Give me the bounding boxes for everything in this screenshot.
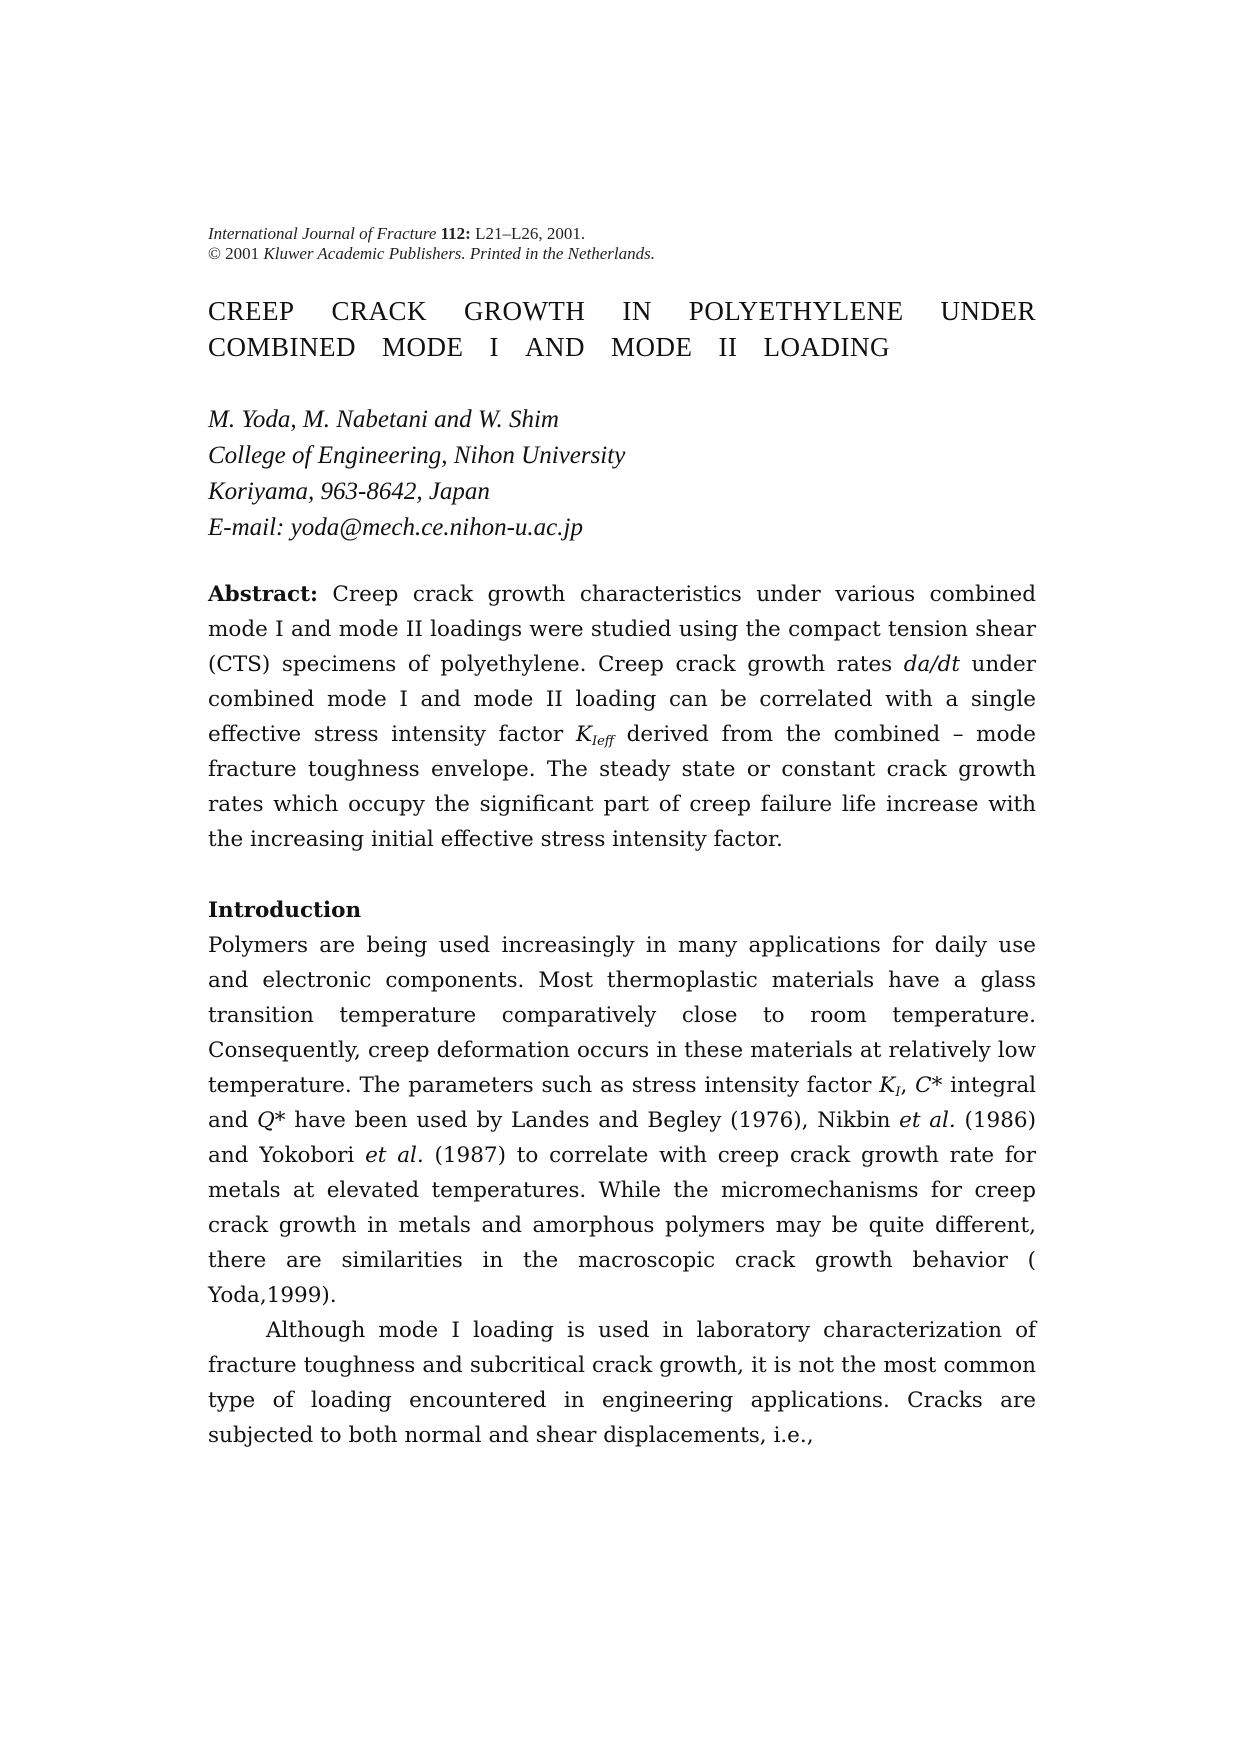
title-line-2 bbox=[208, 329, 1036, 365]
author-affiliation: College of Engineering, Nihon University bbox=[208, 442, 626, 469]
intro-paragraph-1 bbox=[208, 928, 1036, 1313]
introduction-section bbox=[208, 893, 1036, 1453]
paragraph-text: Polymers are being used increasingly in many applications for daily use and electronic components. Most thermoplastic materials have a glass transition temperature comparatively close to room temperature. Consequently, creep deformation occurs in these materials at relatively low temperature. The parameters such as stress intensity factor bbox=[208, 933, 1036, 1098]
title-word: AND bbox=[525, 332, 586, 362]
title-word: MODE bbox=[611, 332, 693, 362]
k1-symbol bbox=[879, 1073, 900, 1098]
abstract-text: under combined mode I and mode II loading can be correlated with a single effective stress intensity factor bbox=[208, 652, 1037, 747]
c-star-symbol: C* bbox=[915, 1073, 943, 1098]
author-block bbox=[208, 402, 1008, 546]
author-address: Koriyama, 963-8642, Japan bbox=[208, 478, 490, 505]
title-word: UNDER bbox=[940, 296, 1036, 326]
title-word: IN bbox=[622, 296, 652, 326]
title-word: LOADING bbox=[763, 332, 890, 362]
title-word: COMBINED bbox=[208, 332, 357, 362]
title-line-1 bbox=[208, 293, 1036, 329]
title-word: CREEP bbox=[208, 296, 295, 326]
journal-volume: 112: bbox=[440, 224, 471, 243]
section-heading: Introduction bbox=[208, 898, 362, 923]
journal-citation bbox=[208, 224, 1048, 244]
title-word: POLYETHYLENE bbox=[688, 296, 904, 326]
paragraph-text: integral and bbox=[208, 1073, 1037, 1133]
abstract-text: derived from the combined – mode fracture toughness envelope. The steady state or constant crack growth rates which occupy the significant part of creep failure life increase with the increasing initial effective stress intensity factor. bbox=[208, 722, 1036, 852]
rate-symbol: da/dt bbox=[903, 652, 960, 677]
abstract-paragraph bbox=[208, 577, 1036, 857]
author-names: M. Yoda, M. Nabetani and W. Shim bbox=[208, 406, 559, 433]
publisher: Kluwer Academic Publishers. Printed in the Netherlands. bbox=[263, 244, 656, 263]
paper-title bbox=[208, 293, 1036, 365]
paragraph-text: (1987) to correlate with creep crack growth rate for metals at elevated temperatures. While the micromechanisms for creep crack growth in metals and amorphous polymers may be quite different, there are similarities in the macroscopic crack growth behavior ( Yoda,1999). bbox=[208, 1143, 1036, 1308]
k-symbol: K bbox=[575, 722, 592, 747]
intro-paragraph-2: Although mode I loading is used in laboratory characterization of fracture toughness and subcritical crack growth, it is not the most common type of loading encountered in engineering applications. Cracks are subjected to both normal and shear displacements, i.e., bbox=[208, 1318, 1036, 1448]
k-subscript: Ieff bbox=[591, 734, 614, 749]
k-subscript: I bbox=[895, 1085, 901, 1100]
title-word: GROWTH bbox=[463, 296, 586, 326]
et-al: et al. bbox=[899, 1108, 956, 1133]
et-al: et al. bbox=[365, 1143, 424, 1168]
abstract-text: Creep crack growth characteristics under various combined mode I and mode II loadings were studied using the compact tension shear (CTS) specimens of polyethylene. Creep crack growth rates bbox=[208, 582, 1036, 677]
k-eff-symbol bbox=[576, 722, 614, 747]
journal-header bbox=[208, 224, 1048, 264]
title-word: MODE bbox=[382, 332, 464, 362]
author-email: E-mail: yoda@mech.ce.nihon-u.ac.jp bbox=[208, 514, 583, 541]
q-star-symbol: Q* bbox=[257, 1108, 286, 1133]
title-word: I bbox=[489, 332, 500, 362]
k-symbol: K bbox=[879, 1073, 896, 1098]
journal-pages: L21–L26, 2001. bbox=[475, 224, 586, 243]
copyright-year: © 2001 bbox=[208, 244, 260, 263]
paragraph-text: , bbox=[900, 1073, 916, 1098]
paragraph-text: (1986) and Yokobori bbox=[208, 1108, 1036, 1168]
title-word: II bbox=[718, 332, 738, 362]
title-word: CRACK bbox=[331, 296, 427, 326]
abstract-label: Abstract: bbox=[208, 582, 318, 607]
paragraph-text: have been used by Landes and Begley (1976), Nikbin bbox=[285, 1108, 900, 1133]
journal-copyright bbox=[208, 244, 1048, 264]
journal-name: International Journal of Fracture bbox=[208, 224, 437, 243]
